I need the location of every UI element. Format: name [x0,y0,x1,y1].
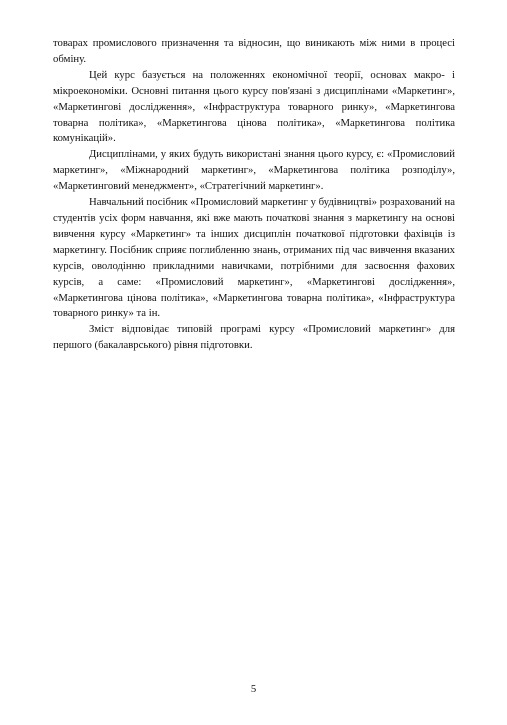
paragraph-textbook-purpose: Навчальний посібник «Промисловий маркетинг у будівництві» розрахований на студентів усіх форм навчання, які вже мають початкові знання з маркетингу на основі вивчення курсу «Маркетинг» та інших дисциплін початкової підготовки фахівців із маркетингу. Посібник сприяє поглибленню знань, отриманих під час вивчення вказаних курсів, оволодінню прикладними навичками, потрібними для засвоєння фахових курсів, а саме: «Промисловий маркетинг», «Маркетингові дослідження», «Маркетингова цінова політика», «Маркетингова товарна політика», «Інфраструктура товарного ринку» та ін. [53,196,455,320]
page-number: 5 [250,683,257,695]
paragraph-related-disciplines: Дисциплінами, у яких будуть використані знання цього курсу, є: «Промисловий маркетинг», «Міжнародний маркетинг», «Маркетингова політика розподілу», «Маркетинговий менеджмент», «Стратегічний маркетинг». [53,148,455,193]
paragraph-content-summary: Зміст відповідає типовій програмі курсу «Промисловий маркетинг» для першого (бакалаврського) рівня підготовки. [53,323,455,352]
page-body [53,36,455,354]
paragraph-course-basis: Цей курс базується на положеннях економічної теорії, основах макро- і мікроекономіки. Основні питання цього курсу пов'язані з дисциплінами «Маркетинг», «Маркетингові дослідження», «Інфраструктура товарного ринку», «Маркетингова товарна політика», «Маркетингова цінова політика», «Маркетингова політика комунікацій». [53,68,455,145]
paragraph-continuation: товарах промислового призначення та відносин, що виникають між ними в процесі обміну. [53,37,455,65]
